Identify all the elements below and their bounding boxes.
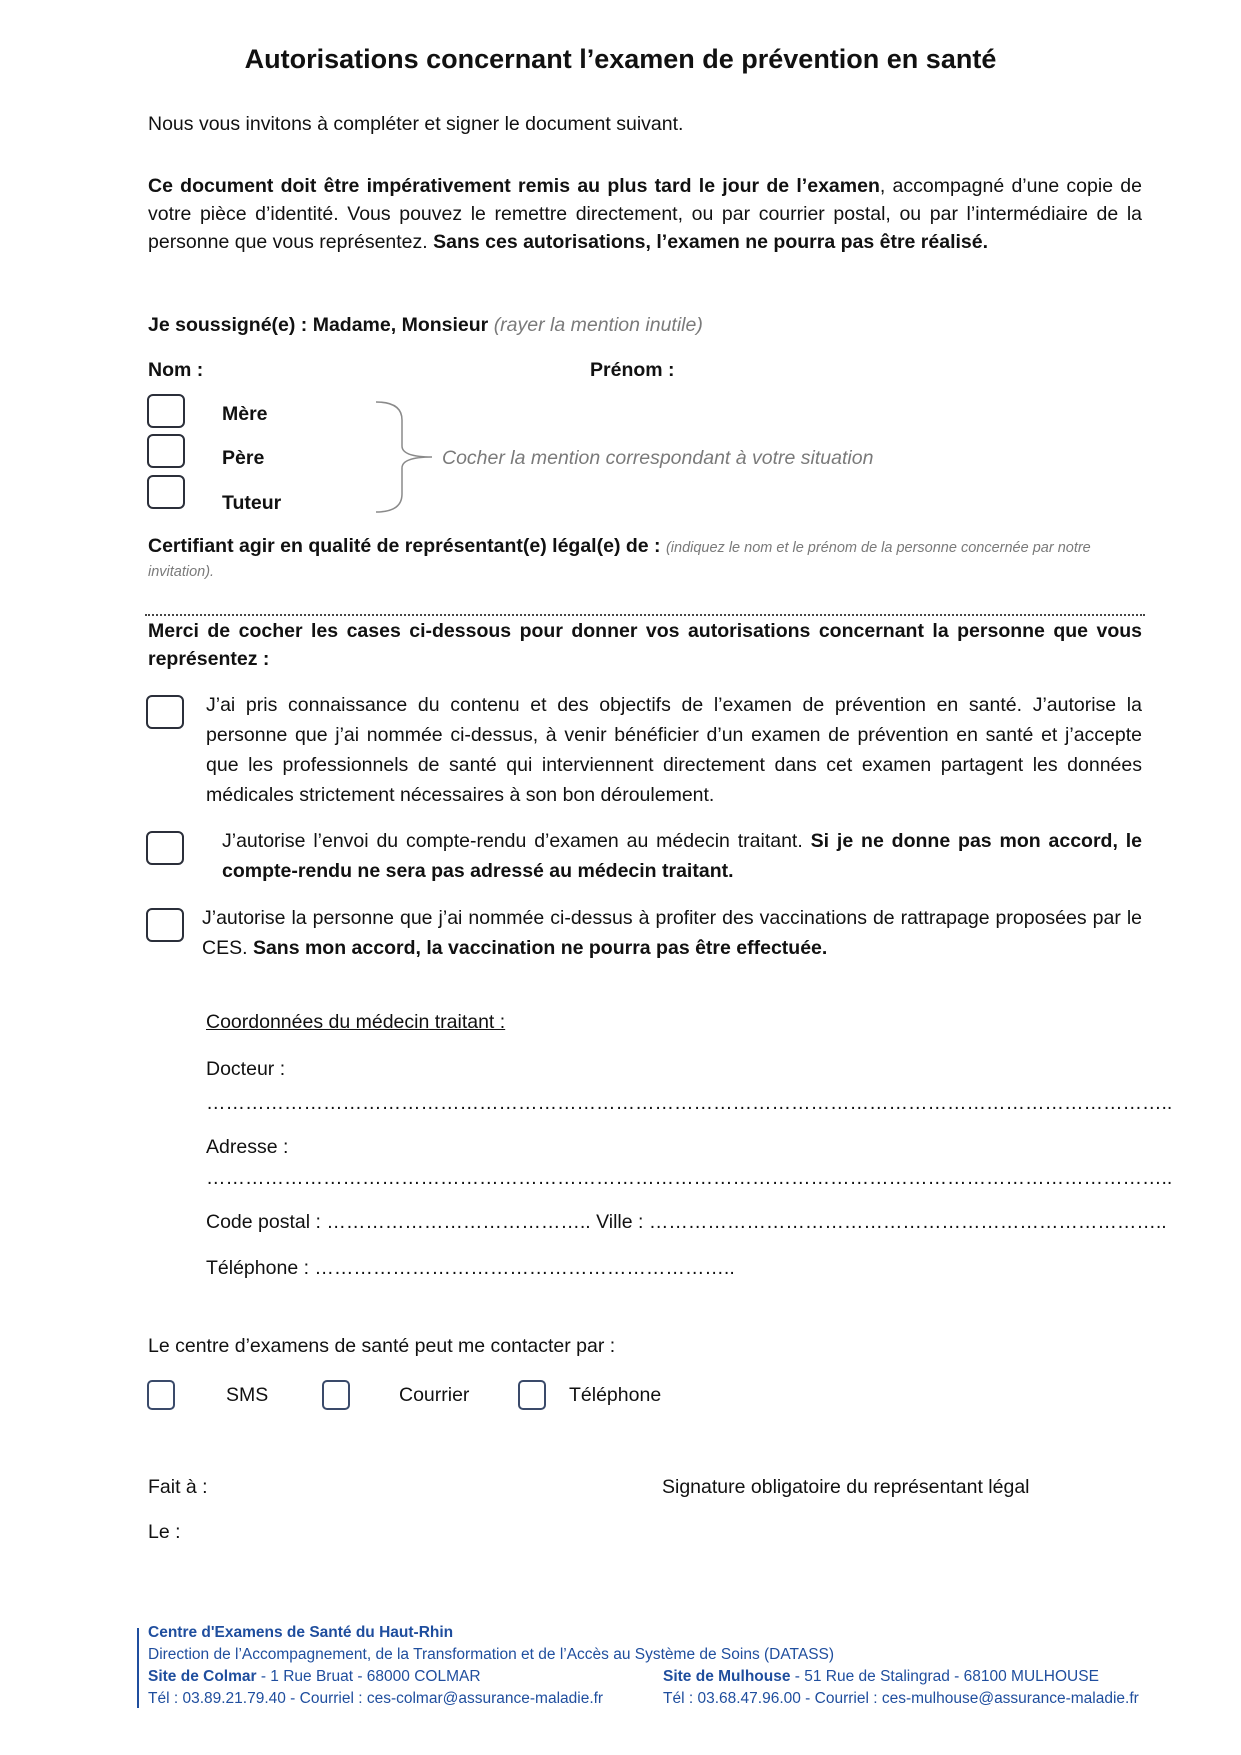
certifiant-label: Certifiant agir en qualité de représentant(e) légal(e) de :: [148, 535, 661, 557]
docteur-label: Docteur :: [206, 1058, 286, 1080]
notice-bold-1: Ce document doit être impérativement remis au plus tard le jour de l’examen: [148, 175, 880, 197]
roles-hint: Cocher la mention correspondant à votre situation: [442, 447, 874, 469]
auth2-text: J’autorise l’envoi du compte-rendu d’examen au médecin traitant.: [222, 830, 811, 852]
checkbox-pere[interactable]: [147, 434, 185, 468]
checkbox-courrier[interactable]: [322, 1380, 350, 1410]
footer-colmar-tel: Tél : 03.89.21.79.40 - Courriel : ces-colmar@assurance-maladie.fr: [148, 1690, 604, 1707]
prenom-label: Prénom :: [590, 359, 675, 381]
intro-text: Nous vous invitons à compléter et signer le document suivant.: [148, 113, 684, 135]
footer-direction: Direction de l’Accompagnement, de la Transformation et de l’Accès au Système de Soins (DATASS): [148, 1646, 835, 1663]
footer-divider: [137, 1628, 139, 1708]
footer-mulhouse-addr: - 51 Rue de Stalingrad - 68100 MULHOUSE: [790, 1668, 1099, 1685]
role-mere-label: Mère: [222, 403, 268, 425]
footer-mulhouse-tel: Tél : 03.68.47.96.00 - Courriel : ces-mulhouse@assurance-maladie.fr: [663, 1690, 1139, 1707]
signature-label: Signature obligatoire du représentant légal: [662, 1476, 1030, 1498]
fait-a-field[interactable]: Fait à :: [148, 1476, 208, 1498]
footer-colmar-site: Site de Colmar: [148, 1668, 257, 1685]
auth-exam-text: J’ai pris connaissance du contenu et des objectifs de l’examen de prévention en santé. J’autorise la personne que j’ai nommée ci-dessus, à venir bénéficier d’un examen de prévention en santé et j’accepte que les professionnels de santé qui interviennent directement dans cet examen partagent les données médicales strictement nécessaires à son bon déroulement.: [206, 694, 1142, 806]
checkbox-auth-exam[interactable]: [146, 695, 184, 729]
footer-mulhouse: [663, 1666, 1099, 1688]
checkbox-auth-vaccination[interactable]: [146, 908, 184, 942]
auth2-bold: Si je ne donne pas mon accord, le compte-rendu ne sera pas adressé au médecin traitant.: [222, 830, 1143, 882]
auth-vaccination-text: [202, 903, 1142, 963]
docteur-field[interactable]: …………………………………………………………………………………………………………………………………..: [206, 1092, 1173, 1114]
checkbox-tuteur[interactable]: [147, 475, 185, 509]
footer-colmar-addr: - 1 Rue Bruat - 68000 COLMAR: [256, 1668, 481, 1685]
adresse-field[interactable]: …………………………………………………………………………………………………………………………………..: [206, 1167, 1173, 1189]
notice-text: , accompagné d’une copie de votre pièce d’identité. Vous pouvez le remettre directement, ou par courrier postal, ou par l’intermédiaire de la personne que vous représentez.: [148, 175, 1142, 253]
auth3-text: J’autorise la personne que j’ai nommée ci-dessus à profiter des vaccinations de rattrapage proposées par le CES.: [202, 907, 1142, 959]
auth-compte-rendu-text: [222, 826, 1142, 886]
contact-sms-label: SMS: [226, 1384, 269, 1406]
le-field[interactable]: Le :: [148, 1521, 181, 1543]
contact-label: Le centre d’examens de santé peut me contacter par :: [148, 1335, 616, 1357]
checkbox-auth-compte-rendu[interactable]: [146, 831, 184, 865]
contact-telephone-label: Téléphone: [569, 1384, 662, 1406]
certifiant-line: [148, 535, 1142, 583]
auth3-bold: Sans mon accord, la vaccination ne pourra pas être effectuée.: [252, 937, 828, 959]
soussigne-line: [148, 311, 703, 339]
soussigne-label: Je soussigné(e) : Madame, Monsieur: [148, 314, 489, 336]
contact-courrier-label: Courrier: [399, 1384, 470, 1406]
adresse-label: Adresse :: [206, 1136, 289, 1158]
footer-colmar: [148, 1666, 481, 1688]
code-postal-ville-field[interactable]: Code postal : ………………………………….. Ville : ……………………………………………………………………..: [206, 1211, 1167, 1233]
role-tuteur-label: Tuteur: [222, 492, 282, 514]
dotted-divider: [145, 614, 1145, 616]
checkbox-sms[interactable]: [147, 1380, 175, 1410]
nom-label: Nom :: [148, 359, 204, 381]
checkbox-telephone[interactable]: [518, 1380, 546, 1410]
role-pere-label: Père: [222, 447, 265, 469]
checkbox-mere[interactable]: [147, 394, 185, 428]
notice-paragraph: [148, 172, 1142, 256]
notice-bold-2: Sans ces autorisations, l’examen ne pourra pas être réalisé.: [433, 231, 989, 253]
certifiant-hint: (indiquez le nom et le prénom de la personne concernée par notre invitation).: [148, 540, 1091, 580]
page-title: Autorisations concernant l’examen de prévention en santé: [244, 44, 997, 74]
soussigne-hint: (rayer la mention inutile): [493, 314, 703, 336]
footer-centre: Centre d'Examens de Santé du Haut-Rhin: [148, 1624, 454, 1641]
footer-mulhouse-site: Site de Mulhouse: [663, 1668, 791, 1685]
brace-icon: [372, 400, 432, 514]
medecin-heading: Coordonnées du médecin traitant :: [206, 1011, 506, 1033]
merci-text: Merci de cocher les cases ci-dessous pour donner vos autorisations concernant la personne que vous représentez :: [148, 620, 1142, 670]
telephone-field[interactable]: Téléphone : ………………………………………………………..: [206, 1257, 735, 1279]
